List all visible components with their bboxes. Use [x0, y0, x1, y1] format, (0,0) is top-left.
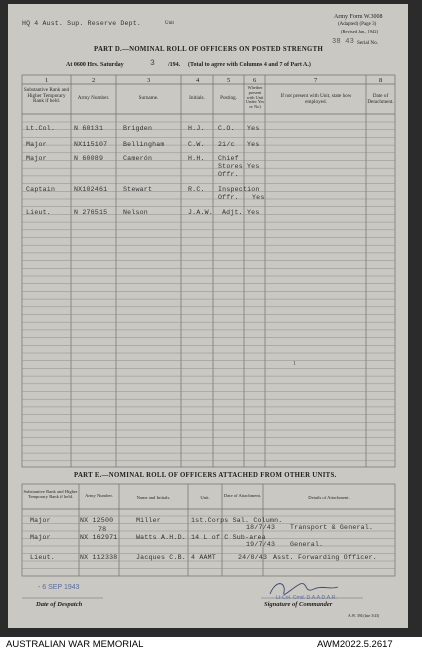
e-row-1-date: 18/7/43	[246, 524, 276, 531]
serial-label: Serial No.	[357, 40, 379, 46]
col-header-initials: Initials.	[189, 95, 205, 101]
form-revised: (Revised Jan., 1942)	[341, 29, 378, 34]
row-1-posting: C.O.	[218, 125, 235, 132]
row-3-present: Yes	[247, 163, 260, 170]
row-3-initials: H.H.	[188, 155, 205, 162]
row-5-rank: Lieut.	[26, 209, 51, 216]
e-row-1-number: NX 12500	[80, 517, 114, 524]
total-note: (Total to agree with Columns 4 and 7 of Part A.)	[188, 62, 311, 68]
col-num: 1	[45, 77, 49, 84]
margin-mark: 1	[293, 361, 296, 367]
row-2-number: NX115107	[74, 141, 108, 148]
signature-name: Lt-Col. Cmd. D.A.A.D.A.R.	[276, 595, 337, 601]
e-row-2-unit: 14 L of C Sub-area	[191, 534, 266, 541]
date-suffix: /194.	[168, 62, 181, 68]
col-header-surname: Surname.	[138, 95, 159, 101]
row-4-posting: Inspection Offr.	[218, 186, 260, 201]
row-2-posting: 2i/c	[218, 141, 235, 148]
row-1-rank: Lt.Col.	[26, 125, 56, 132]
part-d-title: PART D.—NOMINAL ROLL OF OFFICERS ON POSTED STRENGTH	[94, 46, 324, 53]
e-row-1-rank: Major	[30, 517, 51, 524]
col-num: 6	[253, 77, 257, 84]
row-4-number: NX102461	[74, 186, 108, 193]
col-num: 2	[92, 77, 96, 84]
col-num: 3	[147, 77, 151, 84]
e-row-3-details: Asst. Forwarding Officer.	[273, 554, 377, 561]
despatch-label: Date of Despatch	[36, 601, 83, 608]
row-2-initials: C.W.	[188, 141, 205, 148]
col-header-present: Whether present with Unit Under Yes or No)	[245, 85, 265, 110]
row-5-number: N 276515	[74, 209, 108, 216]
e-col-header-name: Name and Initials.	[136, 495, 171, 500]
caption-right: AWM2022.5.2617	[317, 639, 393, 650]
e-row-2-rank: Major	[30, 534, 51, 541]
col-num: 8	[379, 77, 383, 84]
col-header-rank: Substantive Rank and Higher Temporary Rank if held.	[23, 87, 70, 104]
form-name: Army Form W.3008	[334, 14, 383, 20]
caption-bar	[0, 637, 422, 653]
row-5-initials: J.A.W.	[188, 209, 213, 216]
row-3-rank: Major	[26, 155, 47, 162]
form-page	[8, 4, 408, 628]
serial-value: 38 43	[332, 38, 355, 46]
col-num: 4	[196, 77, 200, 84]
extra-mark: 78	[98, 526, 107, 533]
col-header-detachment: Date of Detachment.	[367, 93, 394, 105]
e-row-3-unit: 4 AAMT	[191, 554, 216, 561]
row-3-surname: Camerón	[123, 155, 153, 162]
e-col-header-number: Army Number.	[85, 493, 113, 498]
row-3-number: N 60089	[74, 155, 104, 162]
col-header-employed: If not present with Unit, state how employed.	[280, 93, 352, 105]
date-value: 3	[150, 59, 156, 68]
row-1-present: Yes	[247, 125, 260, 132]
row-4-initials: R.C.	[188, 186, 205, 193]
e-col-header-details: Details of Attachment.	[308, 495, 350, 500]
row-4-surname: Stewart	[123, 186, 153, 193]
row-4-present: Yes	[252, 194, 265, 201]
form-adapted: (Adapted) (Page 3)	[338, 22, 377, 27]
row-5-posting: Adjt.	[222, 209, 243, 216]
e-row-2-name: Watts A.H.D.	[136, 534, 186, 541]
signature-label: Signature of Commander	[264, 601, 333, 608]
row-4-rank: Captain	[26, 186, 56, 193]
row-2-rank: Major	[26, 141, 47, 148]
row-1-number: N 60131	[74, 125, 104, 132]
e-row-1-unit: 1st.Corps Sal. Column.	[191, 517, 283, 524]
e-col-header-unit: Unit.	[200, 495, 210, 500]
e-row-3-number: NX 112338	[80, 554, 118, 561]
e-row-3-date: 24/8/43	[238, 554, 268, 561]
unit-name: HQ 4 Aust. Sup. Reserve Dept.	[22, 20, 141, 27]
caption-left: AUSTRALIAN WAR MEMORIAL	[6, 639, 144, 650]
row-5-surname: Nelson	[123, 209, 148, 216]
e-col-header-date: Date of Attachment.	[223, 493, 262, 498]
part-e-title: PART E.—NOMINAL ROLL OF OFFICERS ATTACHED FROM OTHER UNITS.	[74, 472, 337, 479]
e-row-3-name: Jacques C.B.	[136, 554, 186, 561]
signature-mark	[270, 584, 338, 595]
row-3-posting: Chief Stores Offr.	[218, 155, 243, 178]
row-2-present: Yes	[247, 141, 260, 148]
print-note: A.W. 394 (late 3/43)	[348, 614, 380, 618]
at-text: At 0600 Hrs. Saturday	[66, 62, 124, 68]
row-2-surname: Bellingham	[123, 141, 165, 148]
e-row-2-date: 19/7/43	[246, 541, 276, 548]
e-row-3-rank: Lieut.	[30, 554, 55, 561]
col-num: 7	[314, 77, 318, 84]
e-row-1-name: Miller	[136, 517, 161, 524]
e-row-2-number: NX 162971	[80, 534, 118, 541]
unit-label: Unit	[165, 21, 174, 26]
e-row-1-details: Transport & General.	[290, 524, 374, 531]
row-5-present: Yes	[247, 209, 260, 216]
col-header-number: Army Number.	[77, 95, 110, 101]
e-row-2-details: General.	[290, 541, 324, 548]
despatch-stamp: - 6 SEP 1943	[38, 584, 80, 591]
e-col-header-rank: Substantive Rank and Higher Temporary Rank if held.	[23, 489, 78, 499]
row-1-surname: Brigden	[123, 125, 153, 132]
row-1-initials: H.J.	[188, 125, 205, 132]
col-num: 5	[227, 77, 231, 84]
col-header-posting: Posting.	[220, 95, 237, 101]
